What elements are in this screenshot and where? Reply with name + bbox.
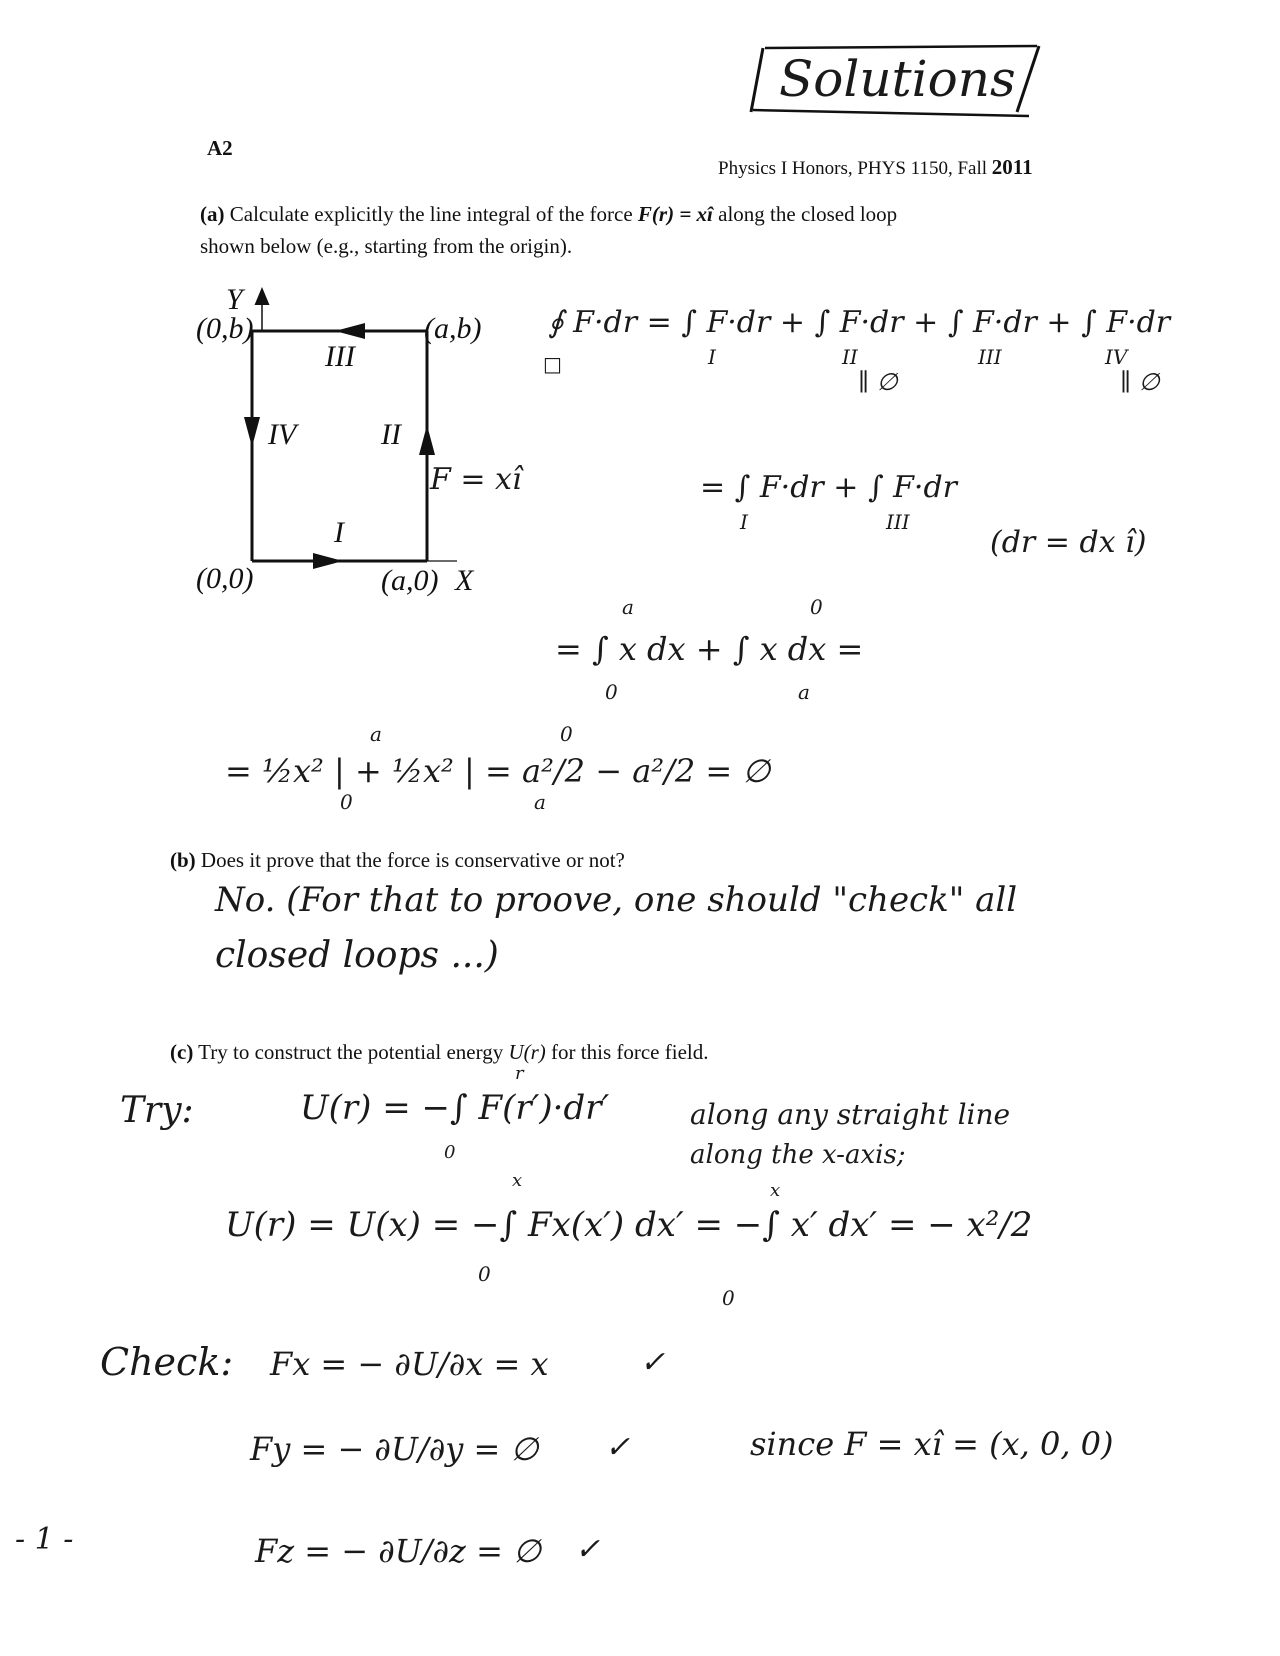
check-fx: Fx = − ∂U/∂x = x xyxy=(270,1345,549,1383)
corner-0b: (0,b) xyxy=(196,312,254,345)
lim-upper-2: 0 xyxy=(810,595,823,619)
try-label: Try: xyxy=(120,1090,194,1131)
sub-III: III xyxy=(978,345,1002,369)
try-note-1: along any straight line xyxy=(690,1098,1011,1131)
work-a-line4: = ½x² | + ½x² | = a²/2 − a²/2 = ∅ xyxy=(225,752,771,790)
u-upper-limit-2: x xyxy=(770,1180,781,1201)
lim-lower-1: 0 xyxy=(605,680,618,704)
segment-IV-arrow xyxy=(244,417,260,447)
since-note: since F = xî = (x, 0, 0) xyxy=(750,1425,1114,1463)
work-a-line3: = ∫ x dx + ∫ x dx = xyxy=(555,630,864,668)
part-b-answer-line2: closed loops ...) xyxy=(215,935,499,976)
zero-mark-II: ∥ ∅ xyxy=(858,368,898,396)
try-lower-limit: 0 xyxy=(444,1142,456,1163)
part-c-question xyxy=(170,1040,709,1065)
work-a-line1: ∮ F·dr = ∫ F·dr + ∫ F·dr + ∫ F·dr + ∫ F·dr xyxy=(548,305,1171,340)
segment-II-arrow xyxy=(419,425,435,455)
eval-lower-2: a xyxy=(534,790,546,814)
corner-a0: (a,0) xyxy=(381,564,439,597)
part-a-text-2: along the closed loop xyxy=(712,202,898,226)
course-header xyxy=(718,155,1033,180)
sub-I: I xyxy=(708,345,716,369)
part-b-question xyxy=(170,848,625,873)
eval-upper-2: 0 xyxy=(560,722,573,746)
y-axis-label: Y xyxy=(226,283,243,316)
zero-mark-IV: ∥ ∅ xyxy=(1120,368,1160,396)
part-b-answer-line1: No. (For that to proove, one should "check" all xyxy=(215,880,1018,920)
part-c-text-2: for this force field. xyxy=(545,1040,709,1064)
work-a-line2: = ∫ F·dr + ∫ F·dr xyxy=(700,470,958,505)
title-text: Solutions xyxy=(779,50,1016,108)
segment-III-arrow xyxy=(335,323,365,339)
sub2-III: III xyxy=(886,510,910,534)
course-year: 2011 xyxy=(991,155,1033,179)
corner-00: (0,0) xyxy=(196,562,254,595)
part-c-text-1: Try to construct the potential energy xyxy=(193,1040,509,1064)
course-name: Physics I Honors, PHYS 1150, Fall xyxy=(718,158,992,179)
part-a-text-1: Calculate explicitly the line integral of the force xyxy=(224,202,638,226)
sub-II: II xyxy=(842,345,858,369)
segment-IV-label: IV xyxy=(268,418,297,451)
check-fx-tick: ✓ xyxy=(640,1345,666,1380)
sub-IV: IV xyxy=(1105,345,1128,369)
part-b-label: (b) xyxy=(170,848,196,872)
check-fz-tick: ✓ xyxy=(575,1532,601,1567)
solutions-title-box xyxy=(745,42,1045,120)
part-b-text: Does it prove that the force is conservative or not? xyxy=(195,848,625,872)
segment-I-arrow xyxy=(313,553,343,569)
segment-III-label: III xyxy=(325,340,355,373)
lim-lower-2: a xyxy=(798,680,810,704)
eval-lower-1: 0 xyxy=(340,790,353,814)
segment-I-label: I xyxy=(334,516,344,549)
check-fy: Fy = − ∂U/∂y = ∅ xyxy=(250,1430,539,1468)
sub2-I: I xyxy=(740,510,748,534)
dr-note: (dr = dx î) xyxy=(990,525,1147,560)
force-expression: F(r) = xî xyxy=(637,202,713,226)
try-upper-limit: r xyxy=(515,1063,524,1084)
part-a-question xyxy=(200,202,1100,227)
problem-id: A2 xyxy=(207,136,233,160)
page-number: - 1 - xyxy=(15,1522,74,1557)
force-note: F = xî xyxy=(430,462,522,497)
part-c-label: (c) xyxy=(170,1040,194,1064)
part-a-label: (a) xyxy=(200,202,225,226)
eval-upper-1: a xyxy=(370,722,382,746)
u-lower-limit-1: 0 xyxy=(478,1262,491,1286)
u-upper-limit-1: x xyxy=(512,1170,523,1191)
u-line: U(r) = U(x) = −∫ Fx(x′) dx′ = −∫ x′ dx′ = − x²/2 xyxy=(225,1205,1033,1245)
check-fy-tick: ✓ xyxy=(605,1430,631,1465)
check-label: Check: xyxy=(100,1340,234,1384)
try-note-2: along the x-axis; xyxy=(690,1140,906,1170)
part-a-question-line2: shown below (e.g., starting from the origin). xyxy=(200,234,573,258)
sub-loop: □ xyxy=(543,352,562,376)
u-lower-limit-2: 0 xyxy=(722,1286,735,1310)
try-expression: U(r) = −∫ F(r′)·dr′ xyxy=(300,1088,610,1128)
part-c-expr: U(r) xyxy=(508,1040,546,1064)
x-axis-label: X xyxy=(455,564,474,597)
lim-upper-1: a xyxy=(622,595,634,619)
corner-ab: (a,b) xyxy=(424,312,482,345)
segment-II-label: II xyxy=(381,418,401,451)
check-fz: Fz = − ∂U/∂z = ∅ xyxy=(255,1532,541,1570)
